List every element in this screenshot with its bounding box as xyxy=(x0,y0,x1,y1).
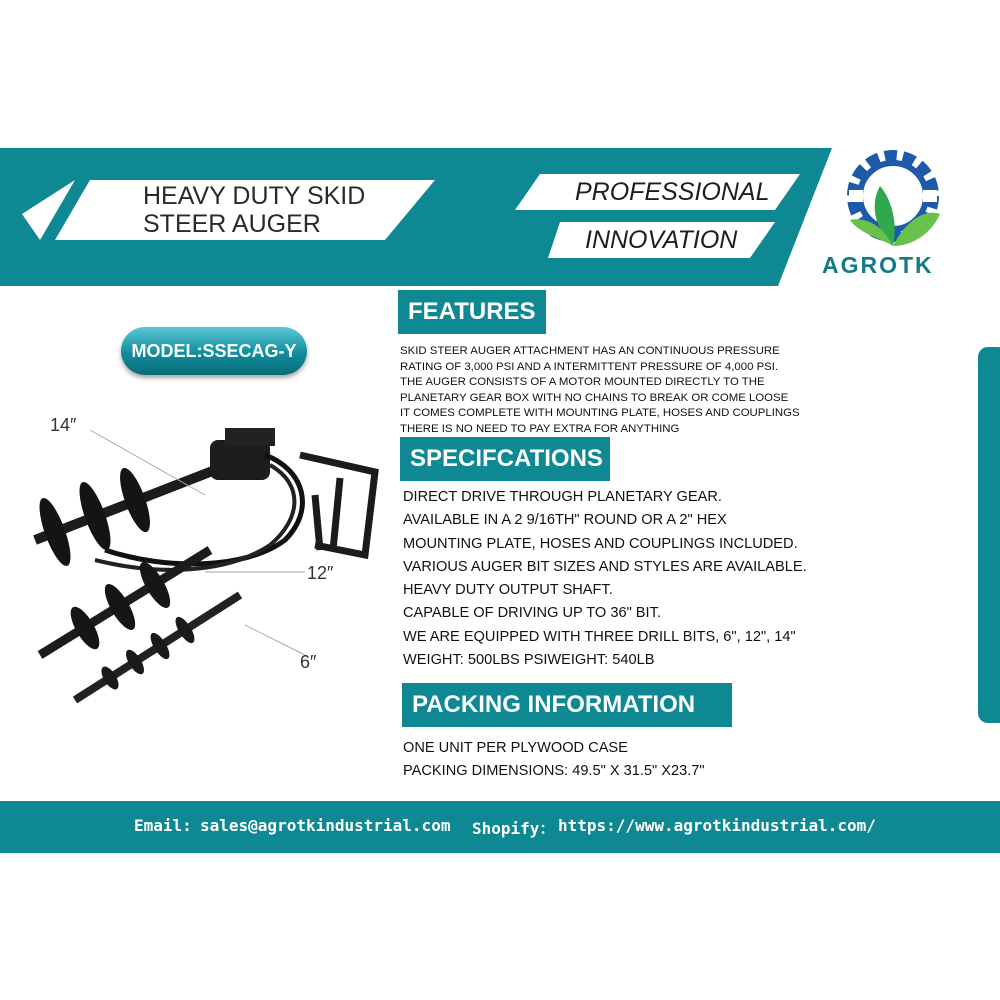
tagline-professional: PROFESSIONAL xyxy=(575,178,770,206)
features-line: IT COMES COMPLETE WITH MOUNTING PLATE, HOSES AND COUPLINGS xyxy=(400,407,800,419)
shopify-link[interactable]: https://www.agrotkindustrial.com/ xyxy=(558,816,876,835)
packing-heading: PACKING INFORMATION xyxy=(402,683,732,727)
brand-logo-text: AGROTK xyxy=(822,252,934,278)
list-item: VARIOUS AUGER BIT SIZES AND STYLES ARE AVAILABLE. xyxy=(403,558,807,575)
list-item: ONE UNIT PER PLYWOOD CASE xyxy=(403,740,628,756)
title-line-1: HEAVY DUTY SKID xyxy=(143,182,366,210)
packing-list xyxy=(403,737,705,784)
specifications-heading: SPECIFCATIONS xyxy=(400,437,610,481)
list-item: WE ARE EQUIPPED WITH THREE DRILL BITS, 6", 12", 14" xyxy=(403,628,796,645)
features-line: RATING OF 3,000 PSI AND A INTERMITTENT PRESSURE OF 4,000 PSI. xyxy=(400,360,779,373)
email-link[interactable]: sales@agrotkindustrial.com xyxy=(200,816,451,835)
page-title xyxy=(143,182,403,238)
features-line: THE AUGER CONSISTS OF A MOTOR MOUNTED DIRECTLY TO THE xyxy=(400,376,765,388)
list-item: HEAVY DUTY OUTPUT SHAFT. xyxy=(403,582,613,599)
size-label-12: 12″ xyxy=(307,563,334,583)
size-label-14: 14″ xyxy=(50,415,77,435)
model-badge: MODEL:SSECAG-Y xyxy=(121,327,307,375)
list-item: DIRECT DRIVE THROUGH PLANETARY GEAR. xyxy=(403,489,722,505)
list-item: PACKING DIMENSIONS: 49.5" X 31.5" X23.7" xyxy=(403,763,705,780)
shopify-label: Shopify： xyxy=(472,819,556,838)
email-label: Email: xyxy=(134,816,192,835)
list-item: AVAILABLE IN A 2 9/16TH" ROUND OR A 2" HEX xyxy=(403,512,727,529)
features-heading: FEATURES xyxy=(398,290,546,334)
title-line-2: STEER AUGER xyxy=(143,210,321,238)
features-text xyxy=(400,344,870,437)
list-item: CAPABLE OF DRIVING UP TO 36" BIT. xyxy=(403,605,661,622)
mounting-frame xyxy=(300,455,375,555)
tagline-innovation: INNOVATION xyxy=(585,226,738,254)
features-line: SKID STEER AUGER ATTACHMENT HAS AN CONTINUOUS PRESSURE xyxy=(400,345,780,357)
product-image xyxy=(15,400,395,720)
features-line: PLANETARY GEAR BOX WITH NO CHAINS TO BREAK OR COME LOOSE xyxy=(400,391,789,404)
side-accent-bar xyxy=(978,347,1000,723)
specifications-list xyxy=(403,486,807,672)
list-item: WEIGHT: 500LBS PSIWEIGHT: 540LB xyxy=(403,652,655,669)
features-line: THERE IS NO NEED TO PAY EXTRA FOR ANYTHING xyxy=(400,422,680,435)
size-label-6: 6″ xyxy=(300,652,317,672)
auger-14-flights xyxy=(33,465,156,570)
list-item: MOUNTING PLATE, HOSES AND COUPLINGS INCLUDED. xyxy=(403,535,798,552)
